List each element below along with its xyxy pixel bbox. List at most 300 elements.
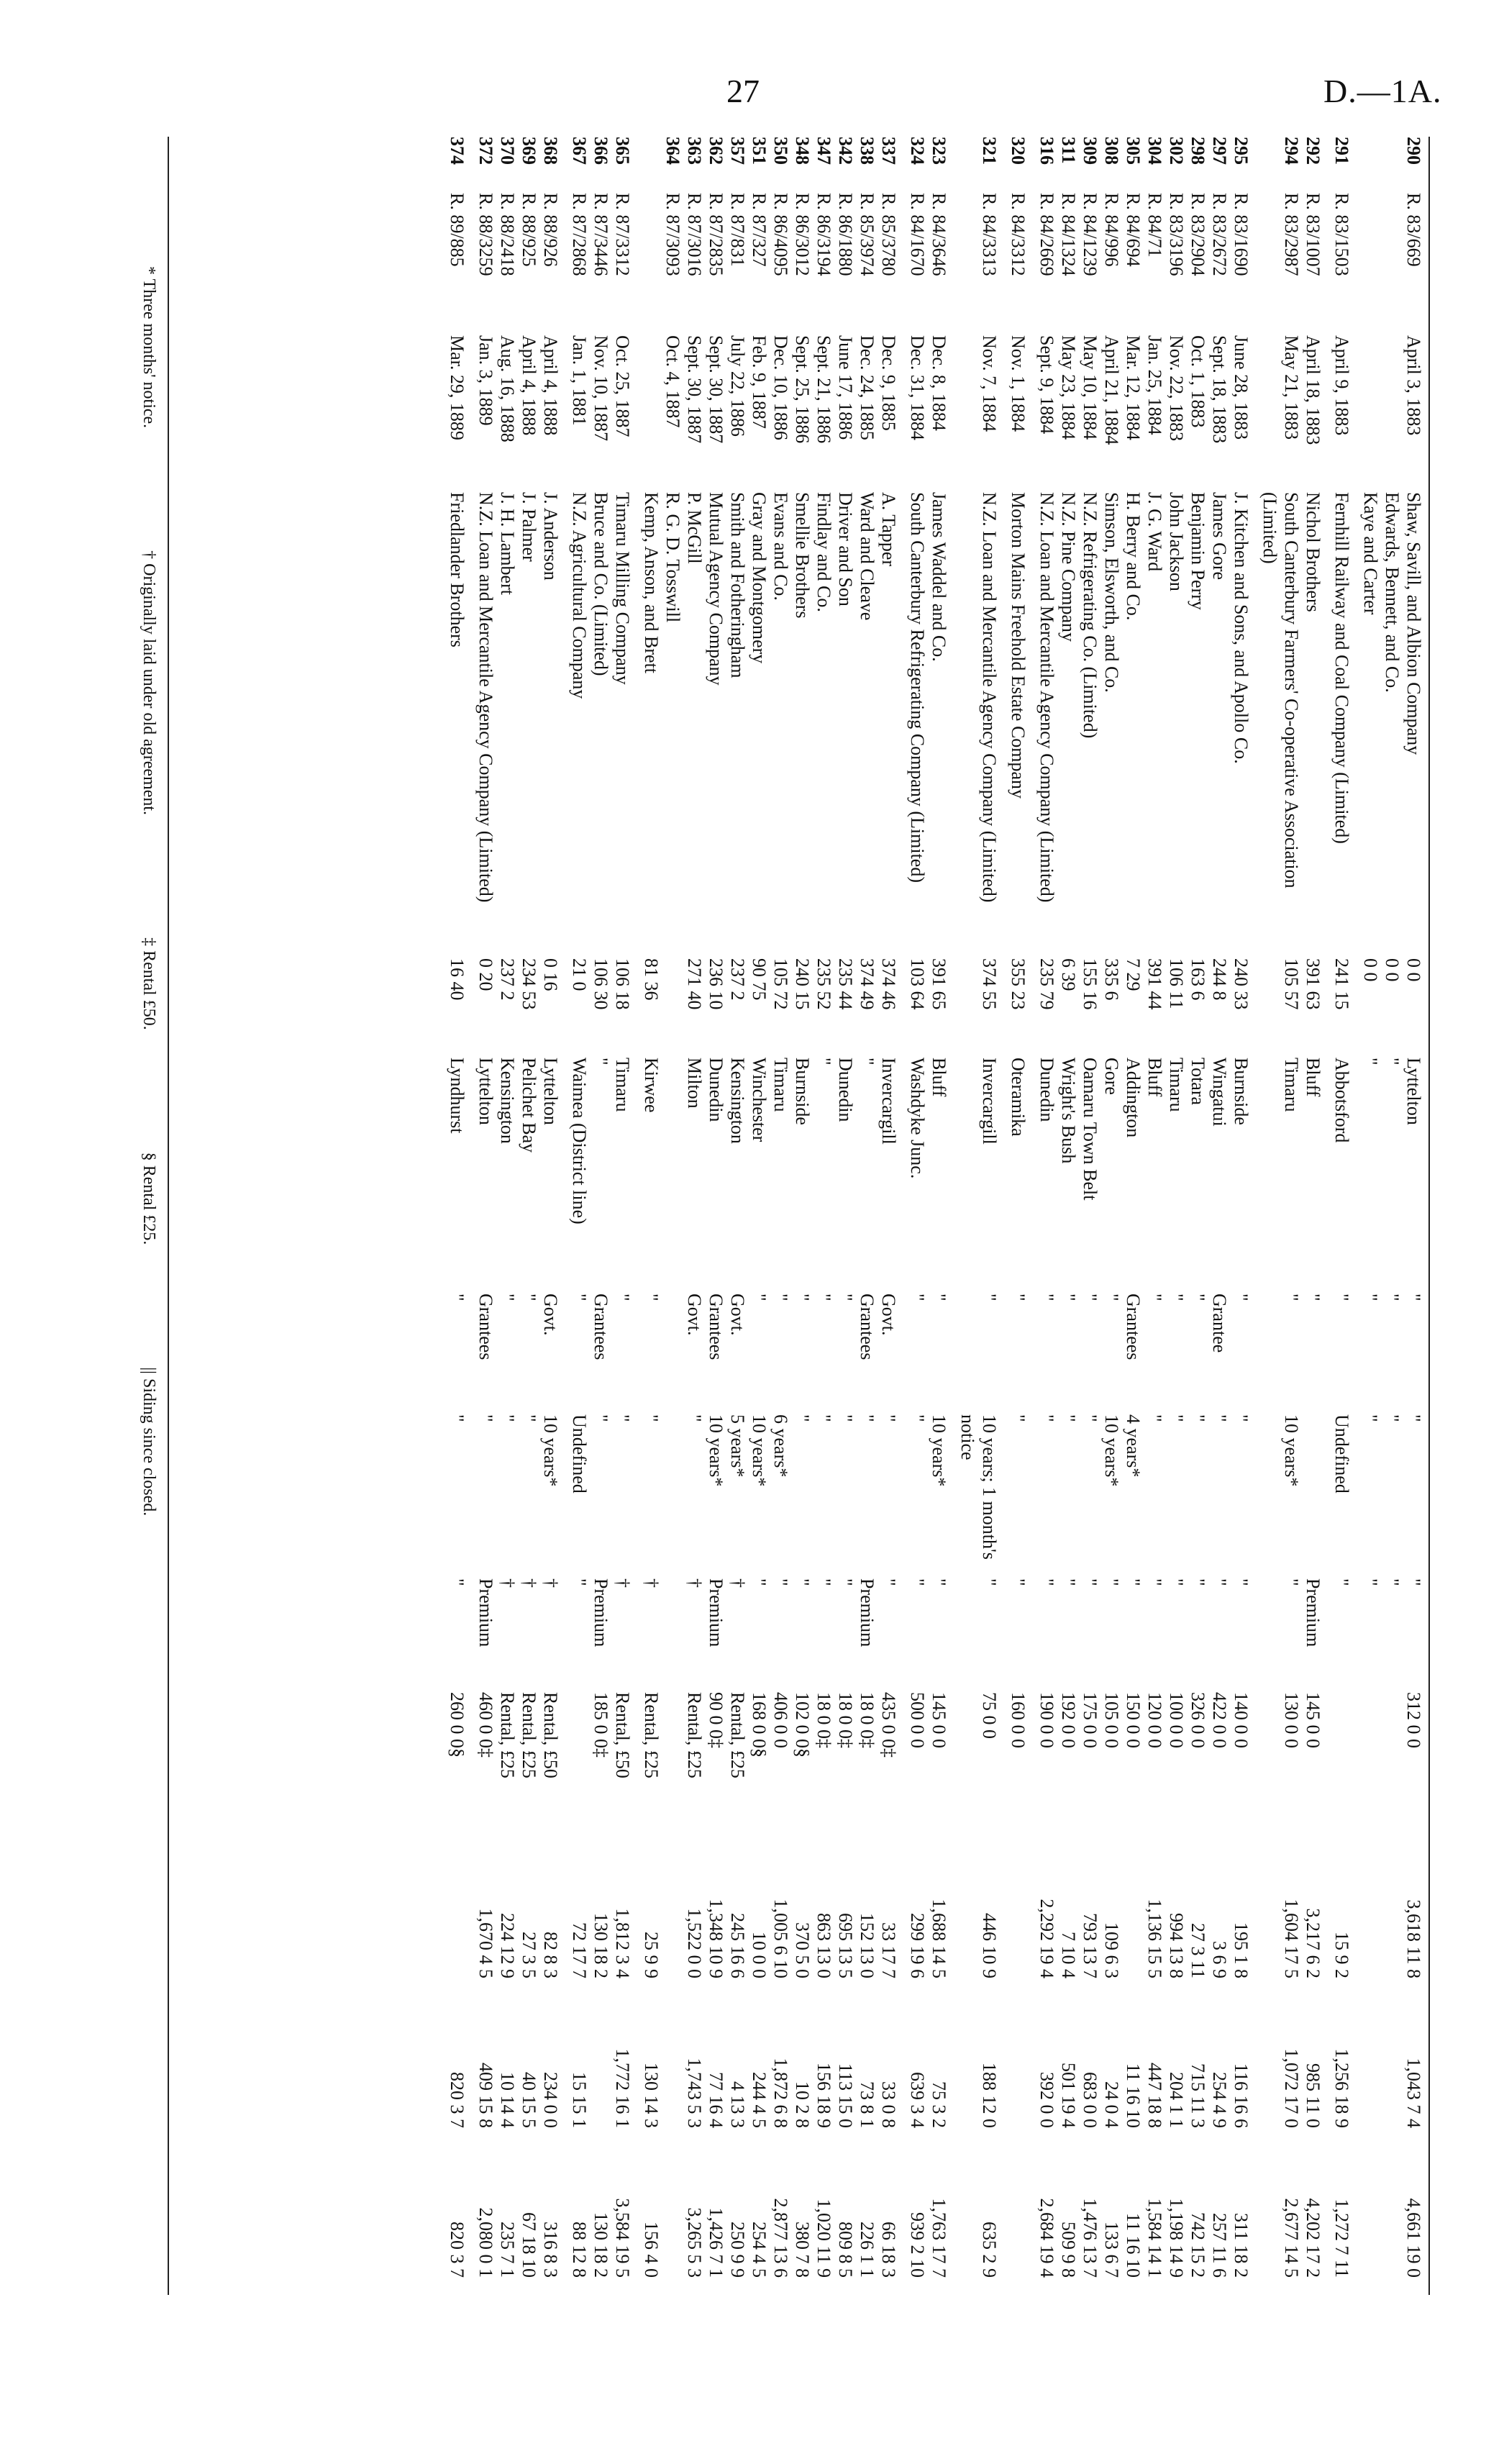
cell-term: 6 years* [770, 1414, 791, 1478]
table-top-rule [1428, 137, 1430, 2295]
cell-date: Sept. 30, 1887 [706, 335, 726, 444]
cell-n3: 4,202 17 2 [1303, 2198, 1323, 2278]
cell-station: Bluff [1144, 1058, 1165, 1097]
cell-whom: Grantees [591, 1294, 611, 1360]
cell-term: 10 years* [540, 1414, 561, 1487]
cell-cost: 100 0 0 [1166, 1692, 1187, 1748]
cell-date: Sept. 30, 1887 [684, 335, 705, 444]
cell-n3: 133 6 7 [1101, 2222, 1122, 2278]
cell-file: R. 88/3259 [475, 193, 496, 276]
cell-n2: 1,743 5 3 [684, 2058, 705, 2128]
cell-n3: 380 7 8 [792, 2222, 813, 2278]
cell-n2: 130 14 3 [641, 2063, 662, 2128]
cell-no: 320 [1008, 137, 1029, 165]
cell-station: Kensington [727, 1058, 748, 1144]
cell-station: Waimea (District line) [569, 1058, 590, 1224]
cell-n1: 72 17 7 [569, 1922, 590, 1978]
cell-file: R. 88/926 [540, 193, 561, 267]
cell-mile: 374 46 [878, 958, 899, 1010]
cell-cost: 422 0 0 [1209, 1692, 1230, 1748]
cell-date: Nov. 1, 1884 [1008, 335, 1029, 432]
cell-station: Kirwee [641, 1058, 662, 1113]
cell-no: 338 [857, 137, 878, 165]
table-row [1144, 137, 1165, 2295]
cell-whom: " [1382, 1294, 1403, 1301]
cell-term: " [1080, 1414, 1100, 1422]
cell-term: " [813, 1414, 834, 1422]
table-row [446, 137, 468, 2295]
cell-file: R. 83/1007 [1303, 193, 1323, 276]
cell-file: R. 87/3093 [662, 193, 683, 276]
cell-mile: 106 11 [1166, 958, 1187, 1009]
cell-station: Oteramika [1008, 1058, 1029, 1137]
cell-cost: Rental, £50 [540, 1692, 561, 1778]
document-code: D.—1A. [1323, 73, 1442, 109]
cell-file: R. 89/885 [447, 193, 468, 267]
footnote-rental-25: § Rental £25. [140, 1152, 158, 1245]
cell-n2: 715 11 3 [1188, 2063, 1208, 2128]
cell-no: 294 [1281, 137, 1302, 165]
cell-date: Jan. 1, 1881 [569, 335, 590, 426]
cell-date: April 3, 1883 [1403, 335, 1424, 436]
table-bottom-rule [168, 137, 169, 2295]
cell-cost: Rental, £25 [684, 1692, 705, 1778]
cell-cost: Rental, £25 [641, 1692, 662, 1778]
cell-n1: 299 19 6 [907, 1913, 928, 1978]
cell-n1: 1,812 3 4 [612, 1908, 633, 1978]
table-row [1230, 137, 1252, 2295]
cell-n3: 939 2 10 [907, 2212, 928, 2278]
cell-n1: 27 3 5 [519, 1932, 539, 1978]
cell-name: N.Z. Loan and Mercantile Agency Company (Limited) [475, 492, 496, 903]
cell-name: John Jackson [1166, 492, 1187, 591]
cell-n3: 235 7 1 [497, 2222, 518, 2278]
cell-name: Nichol Brothers [1303, 492, 1323, 612]
cell-basis: " [1403, 1578, 1424, 1586]
cell-station: Abbotsford [1331, 1058, 1352, 1143]
cell-basis: " [569, 1578, 590, 1586]
cell-name: Findlay and Co. [813, 492, 834, 612]
cell-n1: 33 17 7 [878, 1922, 899, 1978]
cell-mile: 0 16 [540, 958, 561, 991]
cell-n2: 33 0 8 [878, 2081, 899, 2128]
cell-basis: " [1008, 1578, 1029, 1586]
cell-term: 10 years* [749, 1414, 770, 1487]
cell-mile: 237 2 [497, 958, 518, 1001]
cell-term: " [1231, 1414, 1252, 1422]
cell-file: R. 85/3974 [857, 193, 878, 276]
cell-n2: 77 16 4 [706, 2072, 726, 2128]
cell-basis: † [684, 1578, 705, 1588]
cell-whom: Govt. [684, 1294, 705, 1336]
footnote-siding-closed: || Siding since closed. [140, 1367, 158, 1517]
cell-mile: 105 57 [1281, 958, 1302, 1010]
cell-file: R. 87/327 [749, 193, 770, 267]
cell-n2: 985 11 0 [1303, 2063, 1323, 2128]
cell-basis: " [835, 1578, 856, 1586]
cell-name: N.Z. Loan and Mercantile Agency Company (Limited) [979, 492, 1000, 903]
cell-no: 365 [612, 137, 633, 165]
cell-whom: " [1036, 1294, 1057, 1301]
cell-whom: " [1281, 1294, 1302, 1301]
cell-whom: " [813, 1294, 834, 1301]
table-row [726, 137, 748, 2295]
cell-n3: 742 15 2 [1188, 2212, 1208, 2278]
table-row [683, 137, 705, 2295]
cell-n2: 1,256 18 9 [1331, 2048, 1352, 2128]
cell-no: 295 [1231, 137, 1252, 165]
cell-term: " [612, 1414, 633, 1422]
cell-date: Oct. 1, 1883 [1188, 335, 1208, 428]
cell-name: R. G. D. Tosswill [662, 492, 683, 623]
cell-no: 305 [1123, 137, 1144, 165]
cell-date: Jan. 3, 1889 [475, 335, 496, 426]
cell-file: R. 86/1880 [835, 193, 856, 276]
cell-n1: 10 0 0 [749, 1932, 770, 1978]
cell-cost: 460 0 0‡ [475, 1692, 496, 1758]
cell-whom: Govt. [727, 1294, 748, 1336]
cell-cost: 18 0 0‡ [835, 1692, 856, 1748]
cell-whom: " [1331, 1294, 1352, 1301]
cell-n1: 3,618 11 8 [1403, 1899, 1424, 1978]
cell-no: 324 [907, 137, 928, 165]
cell-mile: 355 23 [1008, 958, 1029, 1010]
cell-mile: 81 36 [641, 958, 662, 1001]
table-row [1381, 137, 1403, 2295]
cell-term: " [1036, 1414, 1057, 1422]
cell-n1: 3,217 6 2 [1303, 1908, 1323, 1978]
cell-station: Timaru [1166, 1058, 1187, 1112]
cell-basis: † [641, 1578, 662, 1588]
table-row [878, 137, 899, 2295]
cell-date: Mar. 29, 1889 [447, 335, 468, 440]
cell-whom: Grantees [475, 1294, 496, 1360]
cell-name: J. Kitchen and Sons, and Apollo Co. [1231, 492, 1252, 764]
cell-cost: 312 0 0 [1403, 1692, 1424, 1748]
cell-date: Oct. 25, 1887 [612, 335, 633, 437]
cell-basis: Premium [857, 1578, 878, 1647]
cell-no: 308 [1101, 137, 1122, 165]
cell-date: Sept. 18, 1883 [1209, 335, 1230, 444]
cell-term: " [1166, 1414, 1187, 1422]
cell-name: H. Berry and Co. [1123, 492, 1144, 621]
cell-station: Kensington [497, 1058, 518, 1144]
cell-term: " [878, 1414, 899, 1422]
cell-basis: " [792, 1578, 813, 1586]
cell-name: N.Z. Agricultural Company [569, 492, 590, 699]
cell-n2: 73 8 1 [857, 2081, 878, 2128]
cell-cost: 435 0 0‡ [878, 1692, 899, 1758]
table-row [957, 137, 1000, 2295]
cell-n2: 40 15 5 [519, 2072, 539, 2128]
table-row [906, 137, 928, 2295]
cell-mile: 105 72 [770, 958, 791, 1010]
cell-basis: † [519, 1578, 539, 1588]
cell-n1: 1,604 17 5 [1281, 1899, 1302, 1978]
cell-n1: 446 10 9 [979, 1913, 1000, 1978]
cell-n2: 244 4 5 [749, 2072, 770, 2128]
table-row [928, 137, 949, 2295]
cell-file: R. 87/3312 [612, 193, 633, 276]
cell-term: " [907, 1414, 928, 1422]
cell-n2: 254 4 9 [1209, 2072, 1230, 2128]
table-row [1057, 137, 1079, 2295]
cell-term: " [1144, 1414, 1165, 1422]
cell-file: R. 84/694 [1123, 193, 1144, 267]
cell-basis: " [1382, 1578, 1403, 1586]
cell-n2: 409 15 8 [475, 2063, 496, 2128]
cell-station: Wright's Bush [1058, 1058, 1079, 1164]
cell-n1: 370 5 0 [792, 1922, 813, 1978]
cell-term: " [1058, 1414, 1079, 1422]
cell-mile: 106 30 [591, 958, 611, 1010]
cell-name: Gray and Montgomery [749, 492, 770, 664]
cell-no: 290 [1403, 137, 1424, 165]
cell-date: May 10, 1884 [1080, 335, 1100, 440]
cell-term: " [591, 1414, 611, 1422]
cell-date: Dec. 24, 1885 [857, 335, 878, 440]
cell-n1: 130 18 2 [591, 1913, 611, 1978]
table-row [475, 137, 496, 2295]
cell-term: " [1382, 1414, 1403, 1422]
cell-no: 369 [519, 137, 539, 165]
table-row [611, 137, 633, 2295]
cell-n1: 1,348 10 9 [706, 1899, 726, 1978]
cell-cost: 130 0 0 [1281, 1692, 1302, 1748]
cell-station: Invercargill [878, 1058, 899, 1145]
cell-n1: 245 16 6 [727, 1913, 748, 1978]
cell-mile: 240 33 [1231, 958, 1252, 1010]
cell-whom: " [792, 1294, 813, 1301]
cell-term: 10 years* [1281, 1414, 1302, 1487]
cell-station: Lyndhurst [447, 1058, 468, 1134]
cell-date: Dec. 9, 1885 [878, 335, 899, 431]
cell-whom: " [1231, 1294, 1252, 1301]
cell-n2: 4 13 3 [727, 2081, 748, 2128]
cell-term: 10 years; 1 month's notice [957, 1414, 1000, 1560]
cell-station: Bluff [1303, 1058, 1323, 1097]
cell-station: Pelichet Bay [519, 1058, 539, 1153]
cell-cost: 160 0 0 [1008, 1692, 1029, 1748]
cell-date: April 4, 1888 [540, 335, 561, 436]
cell-basis: " [1209, 1578, 1230, 1586]
cell-name: N.Z. Pine Company [1058, 492, 1079, 642]
cell-no: 368 [540, 137, 561, 165]
cell-date: Sept. 21, 1886 [813, 335, 834, 444]
cell-n1: 793 13 7 [1080, 1913, 1100, 1978]
cell-date: April 18, 1883 [1303, 335, 1323, 445]
cell-no: 309 [1080, 137, 1100, 165]
cell-whom: Grantee [1209, 1294, 1230, 1353]
cell-station: Timaru [770, 1058, 791, 1112]
cell-term: " [519, 1414, 539, 1422]
cell-name: J. H. Lambert [497, 492, 518, 595]
cell-mile: 235 79 [1036, 958, 1057, 1010]
cell-term: 10 years* [1101, 1414, 1122, 1487]
cell-cost: 75 0 0 [979, 1692, 1000, 1739]
cell-station: Bluff [929, 1058, 949, 1097]
cell-n3: 67 18 10 [519, 2212, 539, 2278]
cell-basis: " [979, 1578, 1000, 1586]
cell-cost: 326 0 0 [1188, 1692, 1208, 1748]
cell-term: " [1209, 1414, 1230, 1422]
cell-name: Benjamin Perry [1188, 492, 1208, 610]
cell-n2: 1,772 16 1 [612, 2048, 633, 2128]
cell-n2: 15 15 1 [569, 2072, 590, 2128]
cell-n3: 1,272 7 11 [1331, 2199, 1352, 2278]
cell-n1: 224 12 9 [497, 1913, 518, 1978]
cell-n3: 1,584 14 1 [1144, 2198, 1165, 2278]
cell-station: Milton [684, 1058, 705, 1109]
cell-whom: " [835, 1294, 856, 1301]
cell-basis: " [1331, 1578, 1352, 1586]
cell-mile: 244 8 [1209, 958, 1230, 1001]
cell-term: " [684, 1414, 705, 1422]
cell-cost: 190 0 0 [1036, 1692, 1057, 1748]
cell-file: R. 87/3446 [591, 193, 611, 276]
cell-n1: 994 13 8 [1166, 1913, 1187, 1978]
cell-basis: Premium [475, 1578, 496, 1647]
cell-station: Timaru [1281, 1058, 1302, 1112]
cell-basis: " [749, 1578, 770, 1586]
cell-n2: 188 12 0 [979, 2063, 1000, 2128]
cell-station: " [591, 1058, 611, 1065]
cell-n2: 501 19 4 [1058, 2063, 1079, 2128]
cell-cost: 406 0 0 [770, 1692, 791, 1748]
cell-mile: 106 18 [612, 958, 633, 1010]
cell-n1: 25 9 9 [641, 1932, 662, 1978]
cell-whom: " [1101, 1294, 1122, 1301]
cell-n3: 250 9 9 [727, 2222, 748, 2278]
cell-station: Lyttelton [1403, 1058, 1424, 1125]
cell-no: 363 [684, 137, 705, 165]
cell-n2: 156 18 9 [813, 2063, 834, 2128]
cell-name: J. Palmer [519, 492, 539, 562]
cell-file: R. 84/1670 [907, 193, 928, 276]
cell-whom: " [1188, 1294, 1208, 1301]
cell-n2: 447 18 8 [1144, 2063, 1165, 2128]
cell-term: 10 years* [929, 1414, 949, 1487]
cell-n3: 257 11 6 [1209, 2212, 1230, 2278]
cell-n3: 4,661 19 0 [1403, 2198, 1424, 2278]
table-row [568, 137, 590, 2295]
cell-mile: 335 6 [1101, 958, 1122, 1001]
cell-date: Nov. 22, 1883 [1166, 335, 1187, 442]
table-row [1359, 137, 1381, 2295]
cell-no: 347 [813, 137, 834, 165]
cell-name: Evans and Co. [770, 492, 791, 601]
cell-no: 342 [835, 137, 856, 165]
cell-whom: Grantees [857, 1294, 878, 1360]
cell-date: Dec. 10, 1886 [770, 335, 791, 440]
cell-term: " [497, 1414, 518, 1422]
cell-cost: Rental, £25 [727, 1692, 748, 1778]
cell-whom: " [749, 1294, 770, 1301]
cell-station: Wingatui [1209, 1058, 1230, 1127]
table-row [813, 137, 834, 2295]
cell-file: R. 83/669 [1403, 193, 1424, 267]
cell-mile: 6 39 [1058, 958, 1079, 991]
cell-no: 364 [662, 137, 683, 165]
cell-name: Mutual Agency Company [706, 492, 726, 686]
cell-n2: 10 2 8 [792, 2081, 813, 2128]
cell-n3: 2,877 13 6 [770, 2198, 791, 2278]
cell-mile: 241 15 [1331, 958, 1352, 1010]
cell-term: " [1008, 1414, 1029, 1422]
cell-basis: " [770, 1578, 791, 1586]
cell-station: Invercargill [979, 1058, 1000, 1145]
cell-whom: " [641, 1294, 662, 1301]
cell-file: R. 87/2835 [706, 193, 726, 276]
cell-whom: Grantees [1123, 1294, 1144, 1360]
cell-no: 321 [979, 137, 1000, 165]
cell-mile: 103 64 [907, 958, 928, 1010]
cell-date: Sept. 25, 1886 [792, 335, 813, 444]
cell-term: 4 years* [1123, 1414, 1144, 1478]
cell-file: R. 83/1503 [1331, 193, 1352, 276]
cell-no: 337 [878, 137, 899, 165]
cell-basis: " [1058, 1578, 1079, 1586]
cell-n3: 2,080 0 1 [475, 2207, 496, 2278]
cell-file: R. 84/1239 [1080, 193, 1100, 276]
cell-mile: 16 40 [447, 958, 468, 1001]
cell-name: James Gore [1209, 492, 1230, 581]
cell-name: J. G. Ward [1144, 492, 1165, 572]
cell-name: Bruce and Co. (Limited) [591, 492, 611, 676]
cell-n1: 15 9 2 [1331, 1932, 1352, 1978]
cell-file: R. 84/2669 [1036, 193, 1057, 276]
cell-whom: " [770, 1294, 791, 1301]
cell-n1: 195 1 8 [1231, 1922, 1252, 1978]
cell-no: 370 [497, 137, 518, 165]
cell-name: Morton Mains Freehold Estate Company [1008, 492, 1029, 799]
cell-term: " [1403, 1414, 1424, 1422]
table-row [518, 137, 539, 2295]
cell-station: Oamaru Town Belt [1080, 1058, 1100, 1201]
cell-mile: 0 20 [475, 958, 496, 991]
cell-whom: " [929, 1294, 949, 1301]
cell-n3: 88 12 8 [569, 2222, 590, 2278]
cell-n1: 7 10 4 [1058, 1932, 1079, 1978]
cell-n3: 11 16 10 [1123, 2212, 1144, 2278]
cell-n2: 116 16 6 [1231, 2063, 1252, 2128]
table-row [1208, 137, 1230, 2295]
cell-whom: " [612, 1294, 633, 1301]
cell-basis: " [907, 1578, 928, 1586]
cell-no: 367 [569, 137, 590, 165]
cell-n1: 1,522 0 0 [684, 1908, 705, 1978]
table-row [662, 137, 683, 2295]
cell-n3: 254 4 5 [749, 2222, 770, 2278]
cell-mile: 236 10 [706, 958, 726, 1010]
cell-n1: 863 13 0 [813, 1913, 834, 1978]
cell-whom: " [979, 1294, 1000, 1301]
cell-mile: 391 65 [929, 958, 949, 1010]
cell-cost: 185 0 0‡ [591, 1692, 611, 1758]
cell-n3: 226 1 1 [857, 2222, 878, 2278]
cell-n3: 809 8 5 [835, 2222, 856, 2278]
cell-cost: Rental, £25 [519, 1692, 539, 1778]
cell-no: 298 [1188, 137, 1208, 165]
table-row [856, 137, 878, 2295]
cell-basis: Premium [706, 1578, 726, 1647]
table-row [705, 137, 726, 2295]
cell-mile: 155 16 [1080, 958, 1100, 1010]
cell-file: R. 88/2418 [497, 193, 518, 276]
cell-cost: 145 0 0 [929, 1692, 949, 1748]
table-row [1331, 137, 1352, 2295]
table-row [748, 137, 770, 2295]
